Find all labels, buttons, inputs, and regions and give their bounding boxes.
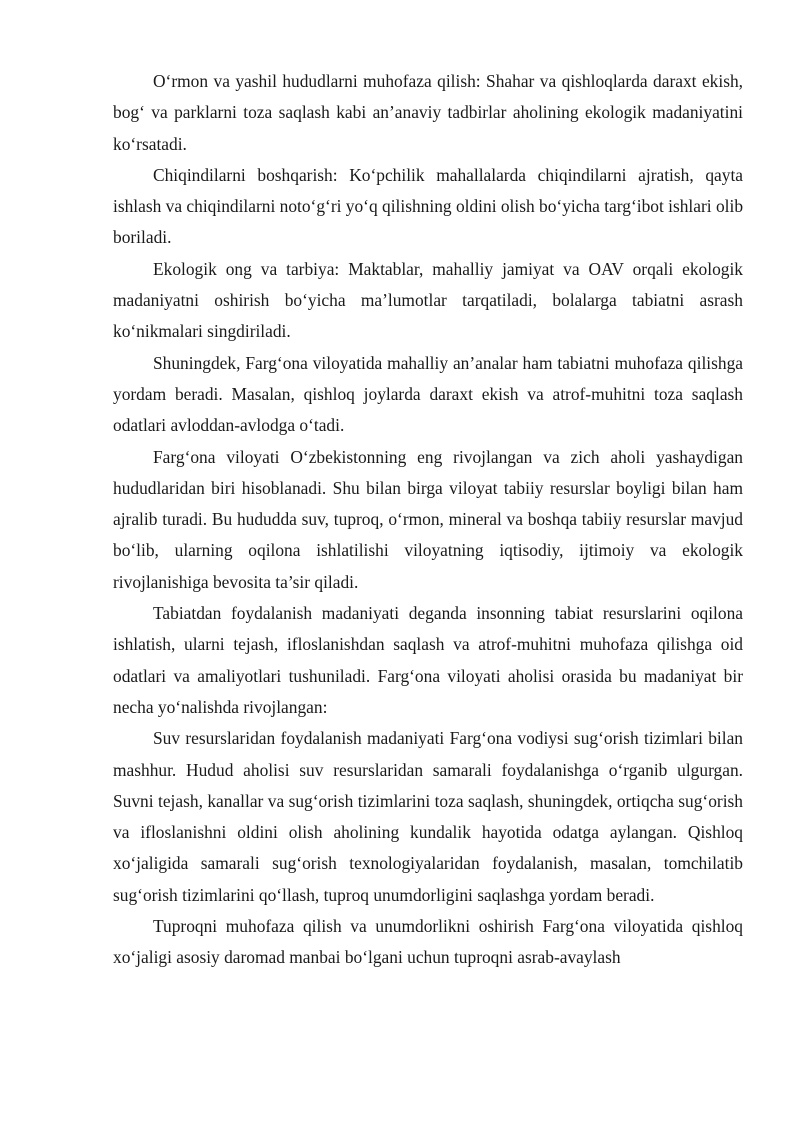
paragraph-local-traditions: Shuningdek, Farg‘ona viloyatida mahalliy an’analar ham tabiatni muhofaza qilishga yordam beradi. Masalan, qishloq joylarda daraxt ekish va atrof-muhitni toza saqlash odatlari avloddan-avlodga o‘tadi. — [113, 352, 743, 436]
paragraph-fergana-resources: Farg‘ona viloyati O‘zbekistonning eng rivojlangan va zich aholi yashaydigan hududlaridan biri hisoblanadi. Shu bilan birga viloyat tabiiy resurslar boyligi bilan ham ajralib turadi. Bu hududda suv, tuproq, o‘rmon, mineral va boshqa tabiiy resurslar mavjud bo‘lib, ularning oqilona ishlatilishi viloyatning iqtisodiy, ijtimoiy va ekologik rivojlanishiga bevosita ta’sir qiladi. — [113, 446, 743, 592]
body-text — [113, 66, 743, 974]
paragraph-forest-protection: O‘rmon va yashil hududlarni muhofaza qilish: Shahar va qishloqlarda daraxt ekish, bog‘ va parklarni toza saqlash kabi an’anaviy tadbirlar aholining ekologik madaniyatini ko‘rsatadi. — [113, 71, 743, 154]
paragraph-waste-management: Chiqindilarni boshqarish: Ko‘pchilik mahallalarda chiqindilarni ajratish, qayta ishlash va chiqindilarni noto‘g‘ri yo‘q qilishning oldini olish bo‘yicha targ‘ibot ishlari olib boriladi. — [113, 164, 744, 248]
paragraph-water-resources: Suv resurslaridan foydalanish madaniyati Farg‘ona vodiysi sug‘orish tizimlari bilan mashhur. Hudud aholisi suv resurslaridan samarali foydalanishga o‘rganib ulgurgan. Suvni tejash, kanallar va sug‘orish tizimlarini toza saqlash, shuningdek, ortiqcha sug‘orish va ifloslanishni oldini olish aholining kundalik hayotida odatga aylangan. Qishloq xo‘jaligida samarali sug‘orish texnologiyalaridan foydalanish, masalan, tomchilatib sug‘orish tizimlarini qo‘llash, tuproq unumdorligini saqlashga yordam beradi. — [113, 728, 743, 905]
paragraph-ecological-awareness: Ekologik ong va tarbiya: Maktablar, mahalliy jamiyat va OAV orqali ekologik madaniyatni oshirish bo‘yicha ma’lumotlar tarqatiladi, bolalarga tabiatni asrash ko‘nikmalari singdiriladi. — [113, 258, 743, 342]
paragraph-nature-use-culture: Tabiatdan foydalanish madaniyati deganda insonning tabiat resurslarini oqilona ishlatish, ularni tejash, ifloslanishdan saqlash va atrof-muhitni muhofaza qilishga oid odatlari va amaliyotlari tushuniladi. Farg‘ona viloyati aholisi orasida bu madaniyat bir necha yo‘nalishda rivojlangan: — [113, 603, 743, 717]
paragraph-soil-protection: Tuproqni muhofaza qilish va unumdorlikni oshirish Farg‘ona viloyatida qishloq xo‘jaligi asosiy daromad manbai bo‘lgani uchun tuproqni asrab-avaylash — [113, 916, 743, 968]
